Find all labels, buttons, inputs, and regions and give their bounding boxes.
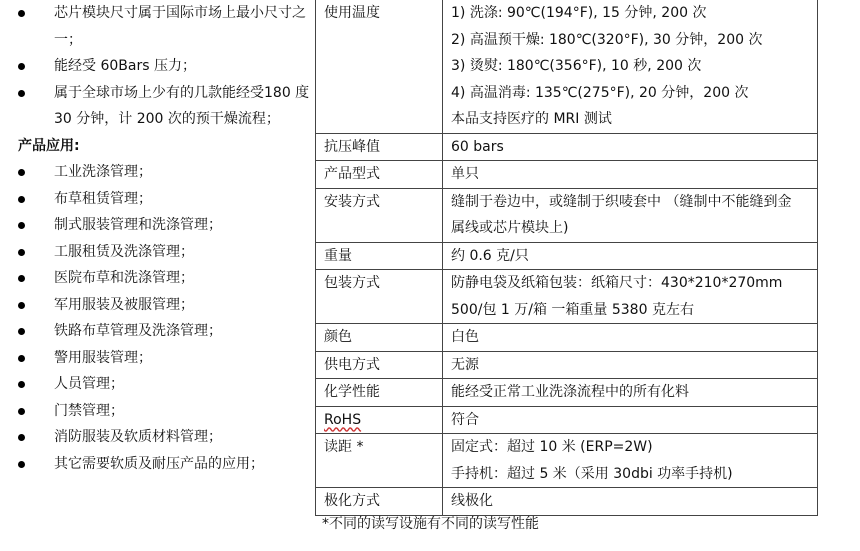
spec-label: 包装方式	[316, 270, 443, 324]
spec-line: 60 bars	[451, 138, 504, 155]
bullet-icon	[18, 63, 25, 70]
spec-line: 能经受正常工业洗涤流程中的所有化料	[451, 384, 689, 400]
table-row	[316, 0, 818, 133]
spec-value	[443, 324, 818, 352]
application-text: 医院布草和洗涤管理；	[54, 270, 194, 286]
table-row	[316, 406, 818, 434]
spec-label: 抗压峰值	[316, 133, 443, 161]
feature-list	[0, 0, 310, 133]
list-item	[0, 424, 310, 451]
table-row	[316, 161, 818, 189]
spec-value	[443, 270, 818, 324]
application-text: 布草租赁管理；	[54, 190, 152, 207]
left-column	[0, 0, 310, 477]
table-row	[316, 434, 818, 488]
application-text: 铁路布草管理及洗涤管理；	[54, 323, 222, 339]
list-item	[0, 371, 310, 398]
spec-label: 安装方式	[316, 188, 443, 242]
bullet-icon	[18, 10, 25, 17]
table-row	[316, 270, 818, 324]
spec-value	[443, 188, 818, 242]
spec-value	[443, 351, 818, 379]
application-text: 门禁管理；	[54, 402, 124, 419]
spec-value	[443, 406, 818, 434]
table-row	[316, 351, 818, 379]
list-item	[0, 398, 310, 425]
footnote: *不同的读写设施有不同的读写性能	[322, 516, 539, 532]
spec-line: 500/包 1 万/箱 一箱重量 5380 克左右	[451, 301, 694, 318]
feature-text: 属于全球市场上少有的几款能经受180 度 30 分钟，计 200 次的预干燥流程；	[54, 84, 310, 127]
list-item	[0, 345, 310, 372]
spec-line: 单只	[451, 166, 479, 182]
table-row	[316, 242, 818, 270]
bullet-icon	[18, 196, 25, 203]
spec-line: 1) 洗涤: 90℃(194°F), 15 分钟, 200 次	[451, 5, 707, 21]
application-text: 制式服装管理和洗涤管理；	[54, 217, 222, 233]
spec-label: 供电方式	[316, 351, 443, 379]
spec-line: 符合	[451, 411, 479, 428]
spec-line: 白色	[451, 329, 479, 345]
spec-value	[443, 161, 818, 189]
spec-line: 防静电袋及纸箱包装：纸箱尺寸：430*210*270mm	[451, 275, 783, 291]
spec-label: 读距 *	[316, 434, 443, 488]
spec-line: 3) 烫熨: 180℃(356°F), 10 秒, 200 次	[451, 58, 702, 74]
spec-label: 重量	[316, 242, 443, 270]
list-item	[0, 318, 310, 345]
table-row	[316, 133, 818, 161]
list-item	[0, 265, 310, 292]
application-text: 其它需要软质及耐压产品的应用；	[54, 455, 264, 472]
application-text: 人员管理；	[54, 376, 124, 392]
bullet-icon	[18, 275, 25, 282]
list-item	[0, 292, 310, 319]
spec-label	[316, 406, 443, 434]
applications-heading: 产品应用:	[18, 137, 80, 154]
list-item	[0, 0, 310, 53]
rohs-label: RoHS	[324, 411, 362, 428]
application-text: 警用服装管理；	[54, 349, 152, 366]
spec-value	[443, 242, 818, 270]
table-row	[316, 324, 818, 352]
spec-line: 线极化	[451, 493, 493, 509]
spec-label: 颜色	[316, 324, 443, 352]
bullet-icon	[18, 302, 25, 309]
list-item	[0, 212, 310, 239]
spec-line: 本品支持医疗的 MRI 测试	[451, 111, 612, 127]
spec-value	[443, 133, 818, 161]
table-row	[316, 379, 818, 407]
bullet-icon	[18, 169, 25, 176]
spec-value	[443, 434, 818, 488]
bullet-icon	[18, 408, 25, 415]
application-text: 工业洗涤管理；	[54, 164, 152, 180]
list-item	[0, 239, 310, 266]
application-text: 军用服装及被服管理；	[54, 296, 194, 313]
spec-value	[443, 379, 818, 407]
table-row	[316, 188, 818, 242]
spec-line: 手持机：超过 5 米（采用 30dbi 功率手持机)	[451, 465, 733, 482]
table-row	[316, 488, 818, 516]
list-item	[0, 451, 310, 478]
spec-line: 属线或芯片模块上)	[451, 220, 569, 236]
bullet-icon	[18, 222, 25, 229]
bullet-icon	[18, 90, 25, 97]
spec-label: 化学性能	[316, 379, 443, 407]
spec-label: 极化方式	[316, 488, 443, 516]
spec-line: 缝制于卷边中，或缝制于织唛套中 （缝制中不能缝到金	[451, 193, 792, 210]
list-item	[0, 159, 310, 186]
feature-text: 芯片模块尺寸属于国际市场上最小尺寸之一；	[54, 5, 306, 48]
list-item	[0, 80, 310, 133]
list-item	[0, 186, 310, 213]
spec-value	[443, 488, 818, 516]
applications-list	[0, 159, 310, 477]
spec-label: 产品型式	[316, 161, 443, 189]
feature-text: 能经受 60Bars 压力；	[54, 58, 196, 74]
application-text: 消防服装及软质材料管理；	[54, 429, 222, 445]
spec-table	[315, 0, 818, 516]
spec-line: 无源	[451, 356, 479, 373]
bullet-icon	[18, 434, 25, 441]
bullet-icon	[18, 249, 25, 256]
spec-value	[443, 0, 818, 133]
spec-line: 约 0.6 克/只	[451, 247, 529, 264]
spec-line: 固定式：超过 10 米 (ERP=2W)	[451, 439, 653, 455]
bullet-icon	[18, 328, 25, 335]
bullet-icon	[18, 381, 25, 388]
spec-label: 使用温度	[316, 0, 443, 133]
list-item	[0, 53, 310, 80]
spec-line: 2) 高温预干燥: 180℃(320°F), 30 分钟，200 次	[451, 31, 763, 48]
bullet-icon	[18, 461, 25, 468]
application-text: 工服租赁及洗涤管理；	[54, 243, 194, 260]
bullet-icon	[18, 355, 25, 362]
spec-line: 4) 高温消毒: 135℃(275°F), 20 分钟，200 次	[451, 84, 749, 101]
